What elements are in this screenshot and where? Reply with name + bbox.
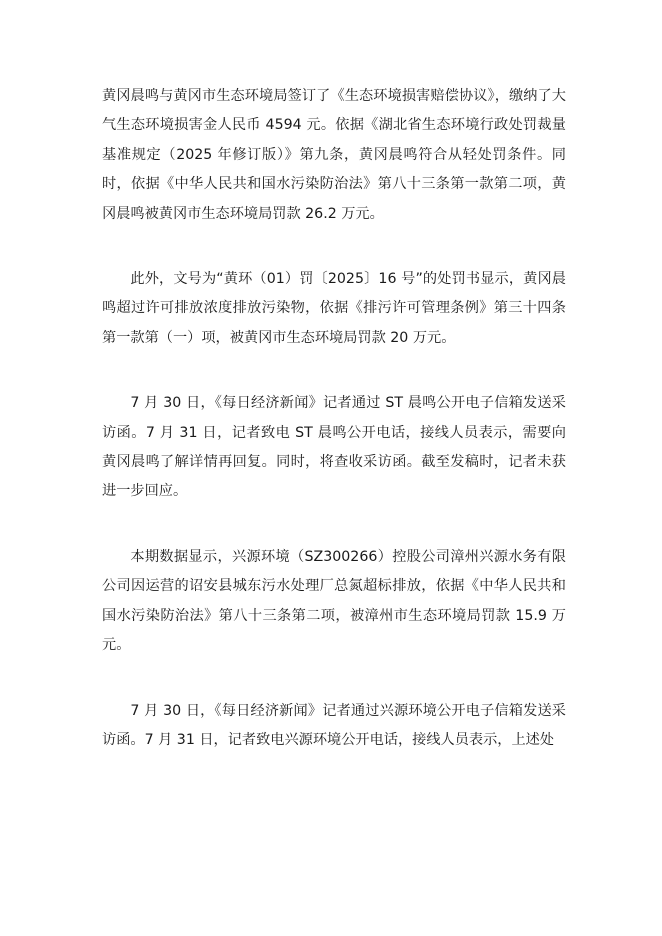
paragraph-xingyuan-interview: 7 月 30 日，《每日经济新闻》记者通过兴源环境公开电子信箱发送采访函。7 月 31 日，记者致电兴源环境公开电话，接线人员表示，上述处 xyxy=(102,702,566,748)
paragraph-xingyuan-penalty: 本期数据显示，兴源环境（SZ300266）控股公司漳州兴源水务有限公司因运营的诏安县城东污水处理厂总氮超标排放，依据《中华人民共和国水污染防治法》第八十三条第二项，被漳州市生态环境局罚款 15.9 万元。 xyxy=(102,548,566,654)
paragraph-penalty-agreement: 黄冈晨鸣与黄冈市生态环境局签订了《生态环境损害赔偿协议》，缴纳了大气生态环境损害金人民币 4594 元。依据《湖北省生态环境行政处罚裁量基准规定（2025 年修订版）》第九条，黄冈晨鸣符合从轻处罚条件。同时，依据《中华人民共和国水污染防治法》第八十三条第一款第二项，黄冈晨鸣被黄冈市生态环境局罚款 26.2 万元。 xyxy=(102,88,566,222)
paragraph-emission-penalty: 此外，文号为“黄环（01）罚〔2025〕16 号”的处罚书显示，黄冈晨鸣超过许可排放浓度排放污染物，依据《排污许可管理条例》第三十四条第一款第（一）项，被黄冈市生态环境局罚款 20 万元。 xyxy=(102,271,566,346)
paragraph-st-chenming-interview: 7 月 30 日，《每日经济新闻》记者通过 ST 晨鸣公开电子信箱发送采访函。7 月 31 日，记者致电 ST 晨鸣公开电话，接线人员表示，需要向黄冈晨鸣了解详情再回复。同时，将查收采访函。截至发稿时，记者未获进一步回应。 xyxy=(102,395,566,500)
